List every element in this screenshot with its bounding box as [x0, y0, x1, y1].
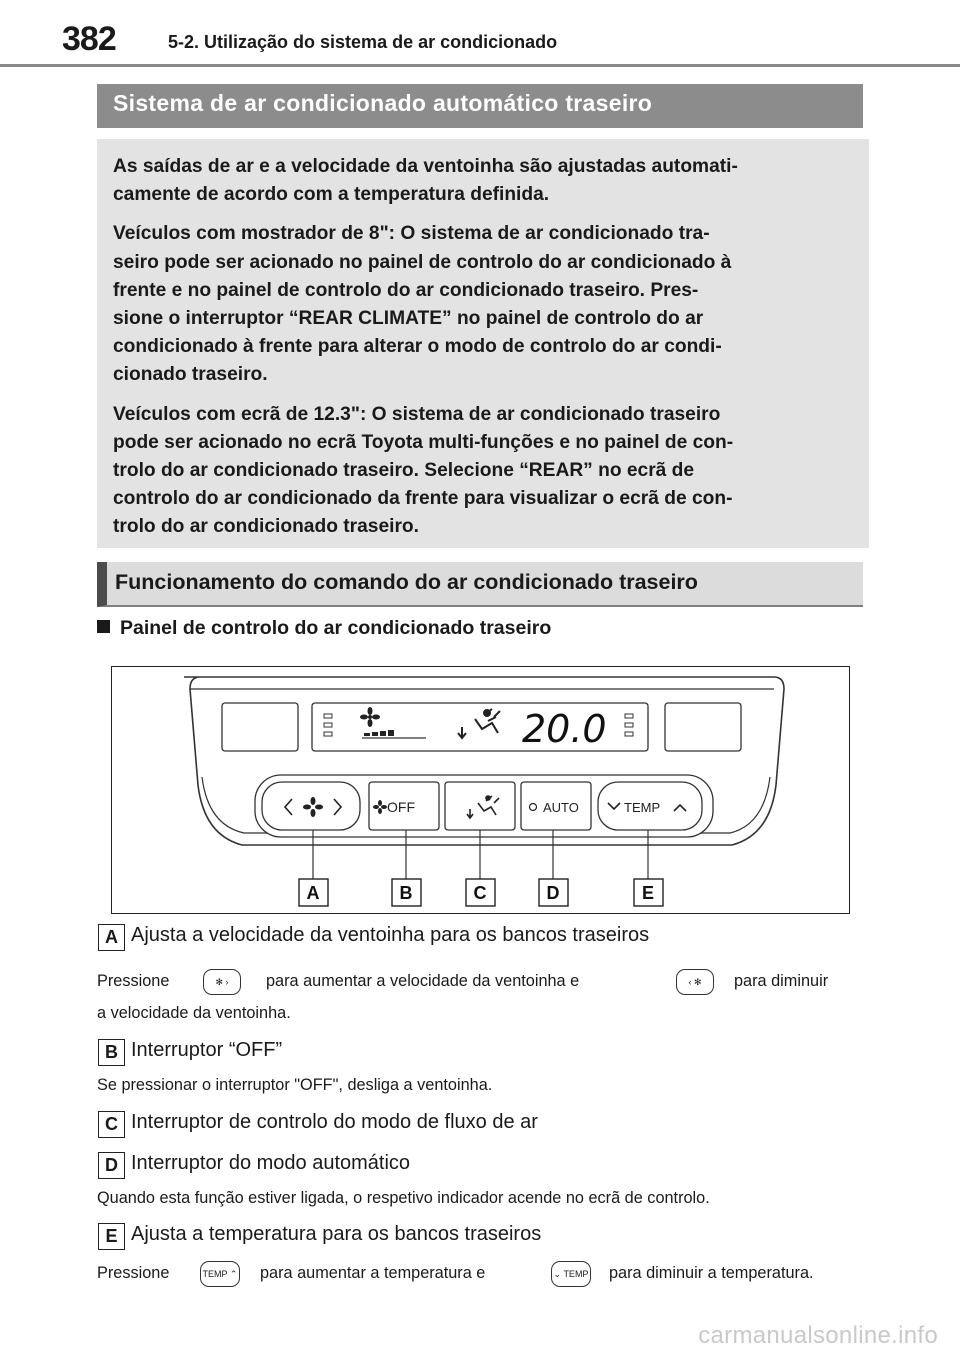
svg-text:OFF: OFF — [387, 799, 415, 815]
item-title: Ajusta a temperatura para os bancos traseiros — [131, 1223, 542, 1245]
panel-heading — [97, 617, 551, 640]
item-e-desc-start: Pressione — [97, 1264, 170, 1282]
svg-text:TEMP: TEMP — [624, 800, 661, 815]
intro-box — [97, 139, 869, 548]
item-e-desc-end: para diminuir a temperatura. — [609, 1264, 814, 1282]
temp-up-button-icon: TEMP ⌃ — [200, 1261, 240, 1287]
item-a-desc-mid: para aumentar a velocidade da ventoinha e — [266, 972, 580, 990]
item-a-desc-line1: Pressione — [97, 972, 170, 990]
item-badge: E — [98, 1223, 125, 1250]
panel-heading-text: Painel de controlo do ar condicionado traseiro — [120, 617, 552, 639]
page-number: 382 — [62, 20, 116, 58]
item-b-desc: Se pressionar o interruptor "OFF", desliga a ventoinha. — [97, 1076, 493, 1094]
fan-speed-button — [262, 782, 360, 830]
intro-paragraph: As saídas de ar e a velocidade da ventoinha são ajustadas automati- camente de acordo com a temperatura definida. — [113, 156, 738, 206]
callout-b: B — [399, 883, 413, 903]
temp-down-button-icon: ⌄ TEMP — [551, 1261, 591, 1287]
subheading: Funcionamento do comando do ar condicionado traseiro — [115, 570, 698, 594]
item-badge: D — [98, 1152, 125, 1179]
fan-up-button-icon: ✻ › — [203, 969, 241, 995]
fan-down-button-icon: ‹ ✻ — [676, 969, 714, 995]
intro-paragraph: Veículos com mostrador de 8": O sistema de ar condicionado tra- seiro pode ser acionado no painel de controlo do ar condicionado à frente e no painel de controlo do ar condicionado traseiro. Pres- sione o interruptor “REAR CLIMATE” no painel de controlo do ar condicionado à frente para alterar o modo de controlo do ar condi- cionado traseiro. — [113, 223, 732, 386]
callout-c: C — [473, 883, 487, 903]
subheading-bar — [97, 562, 863, 607]
item-title: Ajusta a velocidade da ventoinha para os bancos traseiros — [131, 924, 650, 946]
item-e-desc-mid: para aumentar a temperatura e — [260, 1264, 486, 1282]
callout-e: E — [641, 883, 655, 903]
intro-paragraph: Veículos com ecrã de 12.3": O sistema de ar condicionado traseiro pode ser acionado no ecrã Toyota multi-funções e no painel de con- trolo do ar condicionado traseiro. Selecione “REAR” no ecrã de controlo do ar condicionado da frente para visualizar o ecrã de con- trolo do ar condicionado traseiro. — [113, 403, 734, 538]
item-title: Interruptor “OFF” — [131, 1039, 283, 1061]
item-badge: B — [98, 1039, 125, 1066]
watermark: carmanualsonline.info — [698, 1322, 938, 1349]
svg-text:AUTO: AUTO — [543, 800, 579, 815]
header-rule — [0, 64, 960, 67]
item-badge: C — [98, 1111, 125, 1138]
item-a-desc-end: para diminuir — [734, 972, 829, 990]
callout-d: D — [546, 883, 560, 903]
item-a-desc-line2: a velocidade da ventoinha. — [97, 1004, 291, 1022]
section-title-bar — [97, 84, 863, 128]
section-reference: 5-2. Utilização do sistema de ar condicionado — [168, 32, 558, 52]
item-badge: A — [98, 924, 125, 951]
square-bullet-icon — [97, 620, 110, 633]
section-title: Sistema de ar condicionado automático traseiro — [113, 90, 653, 116]
callout-a: A — [306, 883, 320, 903]
item-title: Interruptor do modo automático — [131, 1152, 411, 1174]
display-temperature: 20.0 — [522, 707, 607, 751]
control-panel-illustration — [112, 667, 851, 915]
item-title: Interruptor de controlo do modo de fluxo de ar — [131, 1111, 538, 1133]
control-panel-figure — [111, 666, 850, 914]
item-d-desc: Quando esta função estiver ligada, o respetivo indicador acende no ecrã de controlo. — [97, 1189, 710, 1207]
